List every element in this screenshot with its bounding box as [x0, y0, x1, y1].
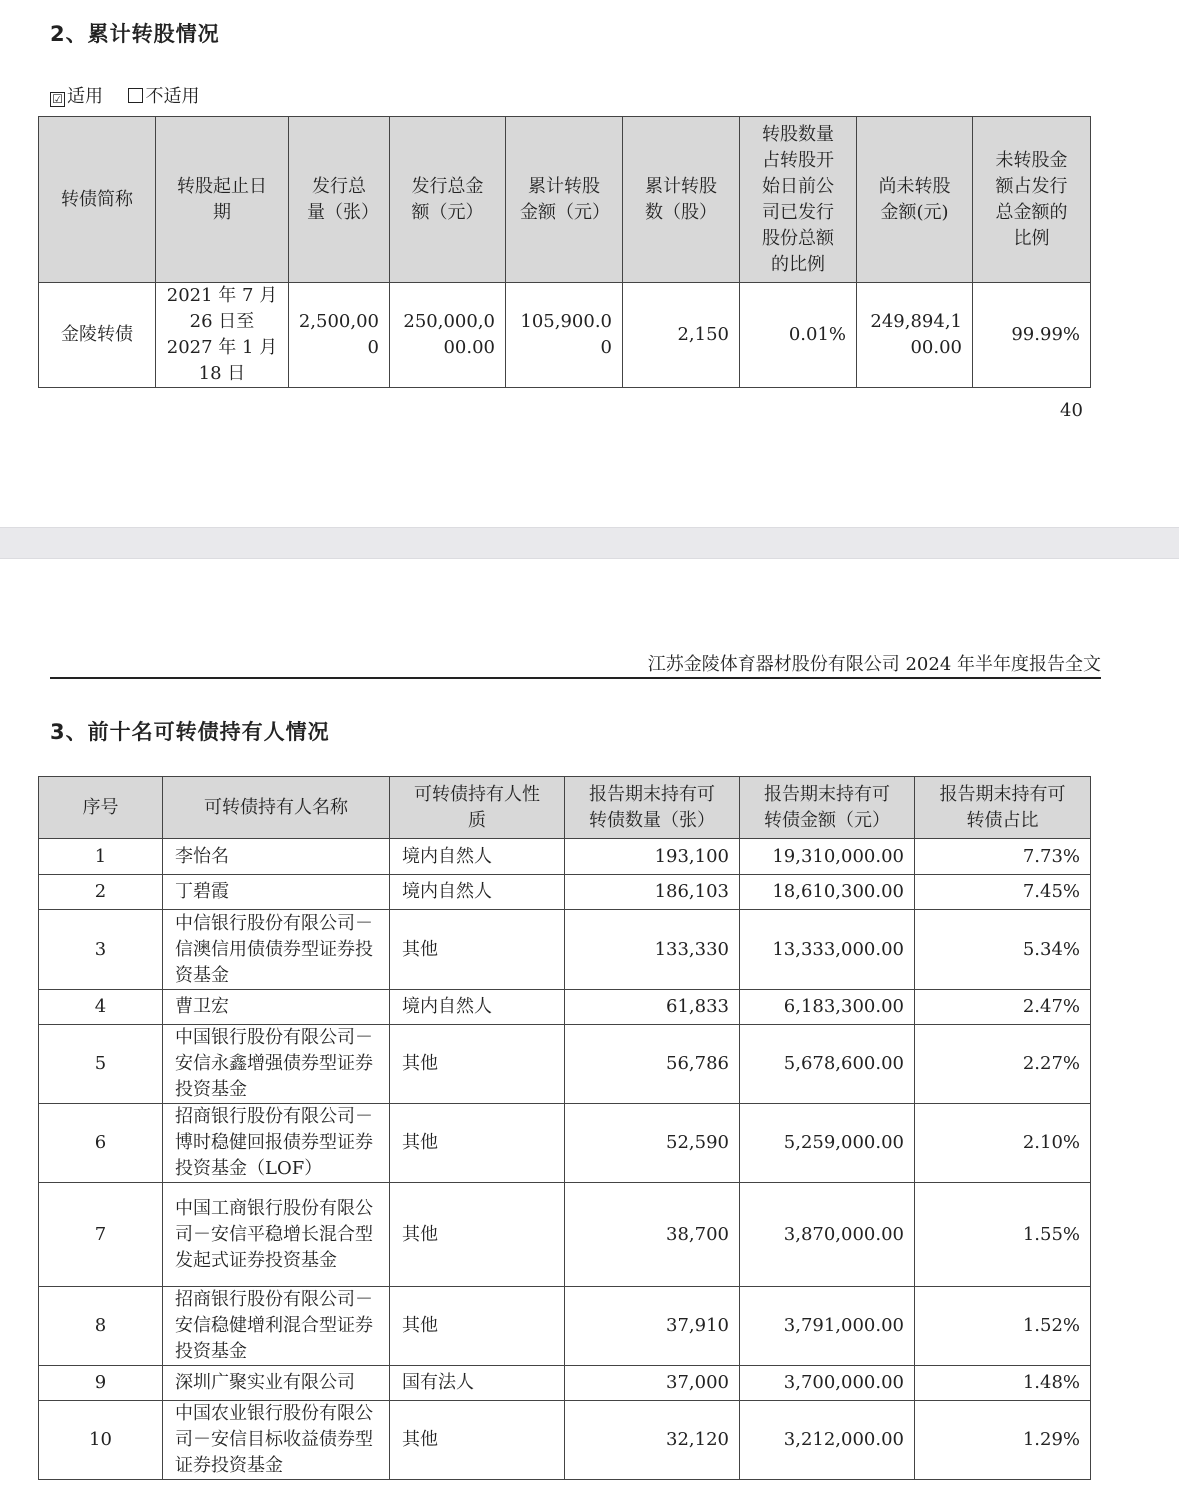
rank-cell: 7: [39, 1183, 163, 1287]
table-row: [39, 1287, 1091, 1366]
holder-name-cell: 招商银行股份有限公司－博时稳健回报债券型证券投资基金（LOF）: [163, 1104, 390, 1183]
holding-ratio-cell: 1.52%: [915, 1287, 1091, 1366]
rank-cell: 5: [39, 1025, 163, 1104]
holder-name-cell: 深圳广聚实业有限公司: [163, 1366, 390, 1401]
holder-name-cell: 招商银行股份有限公司－安信稳健增利混合型证券投资基金: [163, 1287, 390, 1366]
unconverted-ratio-cell: 99.99%: [973, 283, 1091, 388]
holding-quantity-cell: 52,590: [565, 1104, 740, 1183]
page-number: 40: [1060, 400, 1083, 421]
holding-ratio-cell: 7.45%: [915, 875, 1091, 910]
header-cell: 报告期末持有可转债金额（元）: [740, 777, 915, 839]
section-2-title: 2、累计转股情况: [50, 22, 220, 46]
holding-quantity-cell: 32,120: [565, 1401, 740, 1480]
converted-amount-cell: 105,900.00: [506, 283, 623, 388]
holding-amount-cell: 3,870,000.00: [740, 1183, 915, 1287]
bond-name-cell: 金陵转债: [39, 283, 156, 388]
holding-amount-cell: 13,333,000.00: [740, 910, 915, 990]
header-cell: 尚未转股金额(元): [857, 117, 973, 283]
unchecked-checkbox-icon[interactable]: [128, 88, 143, 103]
header-cell: 转股起止日期: [156, 117, 289, 283]
holder-type-cell: 其他: [390, 1287, 565, 1366]
table-row: [39, 910, 1091, 990]
holder-type-cell: 境内自然人: [390, 875, 565, 910]
issue-amount-cell: 250,000,000.00: [390, 283, 506, 388]
table-row: [39, 1401, 1091, 1480]
rank-cell: 6: [39, 1104, 163, 1183]
holder-name-cell: 中国银行股份有限公司－安信永鑫增强债券型证券投资基金: [163, 1025, 390, 1104]
section-3-title: 3、前十名可转债持有人情况: [50, 720, 330, 744]
holding-amount-cell: 6,183,300.00: [740, 990, 915, 1025]
issue-quantity-cell: 2,500,000: [289, 283, 390, 388]
holder-type-cell: 其他: [390, 910, 565, 990]
holding-amount-cell: 18,610,300.00: [740, 875, 915, 910]
header-cell: 发行总量（张）: [289, 117, 390, 283]
rank-cell: 10: [39, 1401, 163, 1480]
holder-name-cell: 曹卫宏: [163, 990, 390, 1025]
header-cell: 发行总金额（元）: [390, 117, 506, 283]
holding-ratio-cell: 2.27%: [915, 1025, 1091, 1104]
rank-cell: 9: [39, 1366, 163, 1401]
holder-type-cell: 其他: [390, 1025, 565, 1104]
holder-type-cell: 其他: [390, 1104, 565, 1183]
header-cell: 可转债持有人名称: [163, 777, 390, 839]
table-row: [39, 839, 1091, 875]
page-header: 江苏金陵体育器材股份有限公司 2024 年半年度报告全文: [647, 654, 1101, 675]
holding-quantity-cell: 61,833: [565, 990, 740, 1025]
top-holders-table: [38, 776, 1091, 1480]
option-applicable: 适用: [67, 86, 103, 107]
page-separator: [0, 527, 1179, 559]
holder-name-cell: 中国工商银行股份有限公司－安信平稳增长混合型发起式证券投资基金: [163, 1183, 390, 1287]
table-header-row: [39, 117, 1091, 283]
conversion-ratio-cell: 0.01%: [740, 283, 857, 388]
header-cell: 累计转股金额（元）: [506, 117, 623, 283]
rank-cell: 2: [39, 875, 163, 910]
header-cell: 转债简称: [39, 117, 156, 283]
header-cell: 序号: [39, 777, 163, 839]
holding-quantity-cell: 133,330: [565, 910, 740, 990]
holding-amount-cell: 3,791,000.00: [740, 1287, 915, 1366]
holding-amount-cell: 3,212,000.00: [740, 1401, 915, 1480]
table-row: [39, 1183, 1091, 1287]
conversion-period-cell: 2021 年 7 月 26 日至 2027 年 1 月 18 日: [156, 283, 289, 388]
table-header-row: [39, 777, 1091, 839]
holders-table-body: [39, 839, 1091, 1480]
rank-cell: 8: [39, 1287, 163, 1366]
holding-ratio-cell: 1.55%: [915, 1183, 1091, 1287]
holding-quantity-cell: 38,700: [565, 1183, 740, 1287]
convertible-conversion-table: [38, 116, 1091, 388]
holding-quantity-cell: 186,103: [565, 875, 740, 910]
option-not-applicable: 不适用: [145, 86, 200, 107]
holding-ratio-cell: 1.29%: [915, 1401, 1091, 1480]
header-cell: 报告期末持有可转债数量（张）: [565, 777, 740, 839]
holding-amount-cell: 5,678,600.00: [740, 1025, 915, 1104]
holding-ratio-cell: 2.47%: [915, 990, 1091, 1025]
holder-name-cell: 丁碧霞: [163, 875, 390, 910]
header-cell: 未转股金额占发行总金额的比例: [973, 117, 1091, 283]
unconverted-amount-cell: 249,894,100.00: [857, 283, 973, 388]
checked-checkbox-icon[interactable]: ☑: [50, 92, 65, 107]
holding-quantity-cell: 56,786: [565, 1025, 740, 1104]
table-row: [39, 990, 1091, 1025]
header-cell: 转股数量占转股开始日前公司已发行股份总额的比例: [740, 117, 857, 283]
rank-cell: 4: [39, 990, 163, 1025]
holder-type-cell: 国有法人: [390, 1366, 565, 1401]
holding-quantity-cell: 37,000: [565, 1366, 740, 1401]
holding-amount-cell: 19,310,000.00: [740, 839, 915, 875]
holder-name-cell: 中信银行股份有限公司－信澳信用债债券型证券投资基金: [163, 910, 390, 990]
table-row: [39, 1366, 1091, 1401]
table-row: [39, 875, 1091, 910]
holder-type-cell: 其他: [390, 1183, 565, 1287]
converted-shares-cell: 2,150: [623, 283, 740, 388]
header-cell: 报告期末持有可转债占比: [915, 777, 1091, 839]
holder-type-cell: 境内自然人: [390, 990, 565, 1025]
table-row: [39, 1104, 1091, 1183]
rank-cell: 1: [39, 839, 163, 875]
holder-type-cell: 其他: [390, 1401, 565, 1480]
holding-amount-cell: 3,700,000.00: [740, 1366, 915, 1401]
holding-ratio-cell: 1.48%: [915, 1366, 1091, 1401]
holding-quantity-cell: 193,100: [565, 839, 740, 875]
table-row: [39, 283, 1091, 388]
holder-type-cell: 境内自然人: [390, 839, 565, 875]
header-cell: 可转债持有人性质: [390, 777, 565, 839]
holding-quantity-cell: 37,910: [565, 1287, 740, 1366]
holding-amount-cell: 5,259,000.00: [740, 1104, 915, 1183]
holder-name-cell: 中国农业银行股份有限公司－安信目标收益债券型证券投资基金: [163, 1401, 390, 1480]
holding-ratio-cell: 7.73%: [915, 839, 1091, 875]
holding-ratio-cell: 5.34%: [915, 910, 1091, 990]
header-divider: [50, 677, 1101, 679]
holder-name-cell: 李怡名: [163, 839, 390, 875]
applicability-options: [50, 82, 199, 108]
rank-cell: 3: [39, 910, 163, 990]
holding-ratio-cell: 2.10%: [915, 1104, 1091, 1183]
table-row: [39, 1025, 1091, 1104]
header-cell: 累计转股数（股）: [623, 117, 740, 283]
